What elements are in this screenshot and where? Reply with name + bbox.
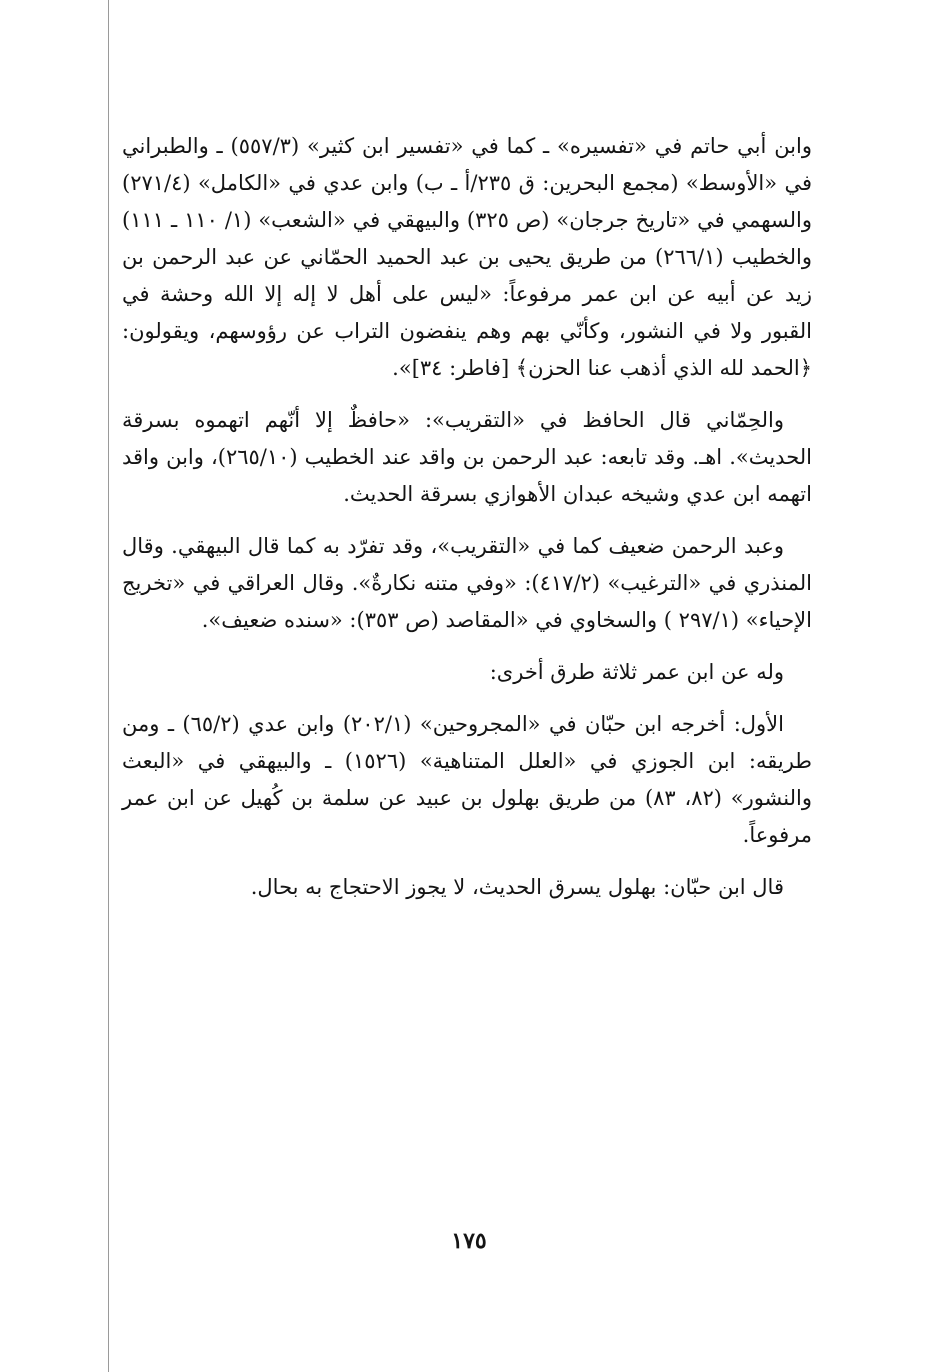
paragraph-hadith-sources: وابن أبي حاتم في «تفسيره» ـ كما في «تفسير ابن كثير» (٥٥٧/٣) ـ والطبراني في «الأوسط» (مجمع البحرين: ق ٢٣٥/أ ـ ب) وابن عدي في «الكامل» (٢٧١/٤) والسهمي في «تاريخ جرجان» (ص ٣٢٥) والبيهقي في «الشعب» (١/ ١١٠ ـ ١١١) والخطيب (٢٦٦/١) من طريق يحيى بن عبد الحميد الحمّاني عن عبد الرحمن بن زيد عن أبيه عن ابن عمر مرفوعاً: «ليس على أهل لا إله إلا الله وحشة في القبور ولا في النشور، وكأنّي بهم وهم ينفضون التراب عن رؤوسهم، ويقولون: ﴿الحمد لله الذي أذهب عنا الحزن﴾ [فاطر: ٣٤]». bbox=[122, 134, 813, 380]
page-body-text bbox=[122, 128, 812, 921]
paragraph-ibn-hibban: قال ابن حبّان: بهلول يسرق الحديث، لا يجوز الاحتجاج به بحال. bbox=[250, 875, 784, 899]
page-number: ١٧٥ bbox=[451, 1228, 487, 1254]
page-margin-line bbox=[108, 0, 109, 1372]
paragraph-first-route: الأول: أخرجه ابن حبّان في «المجروحين» (٢٠٢/١) وابن عدي (٦٥/٢) ـ ومن طريقه: ابن الجوزي في «العلل المتناهية» (١٥٢٦) ـ والبيهقي في «البعث والنشور» (٨٢، ٨٣) من طريق بهلول بن عبيد عن سلمة بن كُهيل عن ابن عمر مرفوعاً. bbox=[122, 712, 813, 847]
paragraph-other-routes: وله عن ابن عمر ثلاثة طرق أخرى: bbox=[489, 660, 784, 684]
paragraph-abdulrahman: وعبد الرحمن ضعيف كما في «التقريب»، وقد تفرّد به كما قال البيهقي. وقال المنذري في «الترغيب» (٤١٧/٢): «وفي متنه نكارةٌ». وقال العراقي في «تخريج الإحياء» (٢٩٧/١ ) والسخاوي في «المقاصد (ص ٣٥٣): «سنده ضعيف». bbox=[122, 534, 812, 632]
paragraph-himmani: والحِمّاني قال الحافظ في «التقريب»: «حافظٌ إلا أنّهم اتهموه بسرقة الحديث». اهـ. وقد تابعه: عبد الرحمن بن واقد عند الخطيب (٢٦٥/١٠)، وابن واقد اتهمه ابن عدي وشيخه عبدان الأهوازي بسرقة الحديث. bbox=[122, 408, 812, 506]
